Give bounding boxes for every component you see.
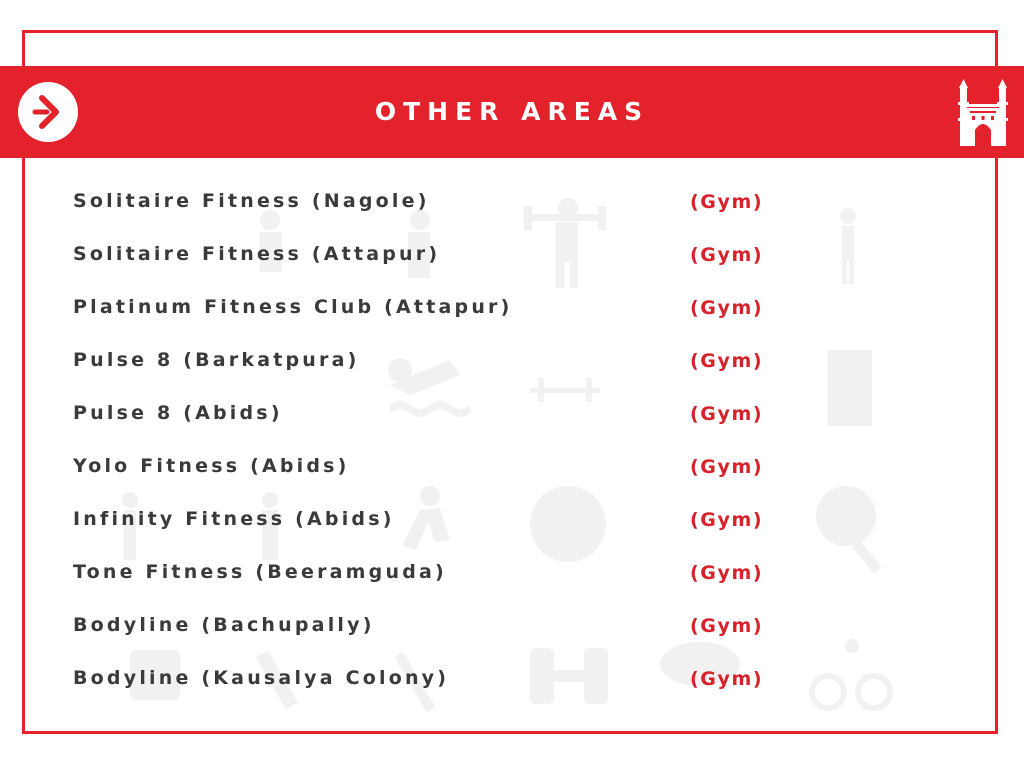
- gym-name: Pulse 8 (Abids): [73, 402, 283, 424]
- header-banner: [0, 66, 1024, 158]
- gym-type: (Gym): [690, 244, 764, 266]
- gym-list: [73, 186, 793, 716]
- list-item: [73, 292, 793, 345]
- list-item: [73, 557, 793, 610]
- gym-type: (Gym): [690, 668, 764, 690]
- gym-type: (Gym): [690, 615, 764, 637]
- gym-name: Yolo Fitness (Abids): [73, 455, 350, 477]
- list-item: [73, 186, 793, 239]
- gym-name: Infinity Fitness (Abids): [73, 508, 395, 530]
- list-item: [73, 451, 793, 504]
- gym-type: (Gym): [690, 191, 764, 213]
- gym-name: Platinum Fitness Club (Attapur): [73, 296, 513, 318]
- list-item: [73, 610, 793, 663]
- gym-type: (Gym): [690, 350, 764, 372]
- list-item: [73, 398, 793, 451]
- gym-type: (Gym): [690, 456, 764, 478]
- gym-name: Pulse 8 (Barkatpura): [73, 349, 360, 371]
- list-item: [73, 239, 793, 292]
- page-title: OTHER AREAS: [374, 97, 650, 126]
- gym-type: (Gym): [690, 509, 764, 531]
- gym-type: (Gym): [690, 403, 764, 425]
- charminar-monument-icon: [956, 78, 1010, 146]
- gym-type: (Gym): [690, 297, 764, 319]
- list-item: [73, 504, 793, 557]
- list-item: [73, 345, 793, 398]
- gym-name: Tone Fitness (Beeramguda): [73, 561, 447, 583]
- gym-name: Bodyline (Kausalya Colony): [73, 667, 450, 689]
- gym-name: Solitaire Fitness (Attapur): [73, 243, 441, 265]
- gym-type: (Gym): [690, 562, 764, 584]
- list-item: [73, 663, 793, 716]
- gym-name: Solitaire Fitness (Nagole): [73, 190, 430, 212]
- gym-name: Bodyline (Bachupally): [73, 614, 375, 636]
